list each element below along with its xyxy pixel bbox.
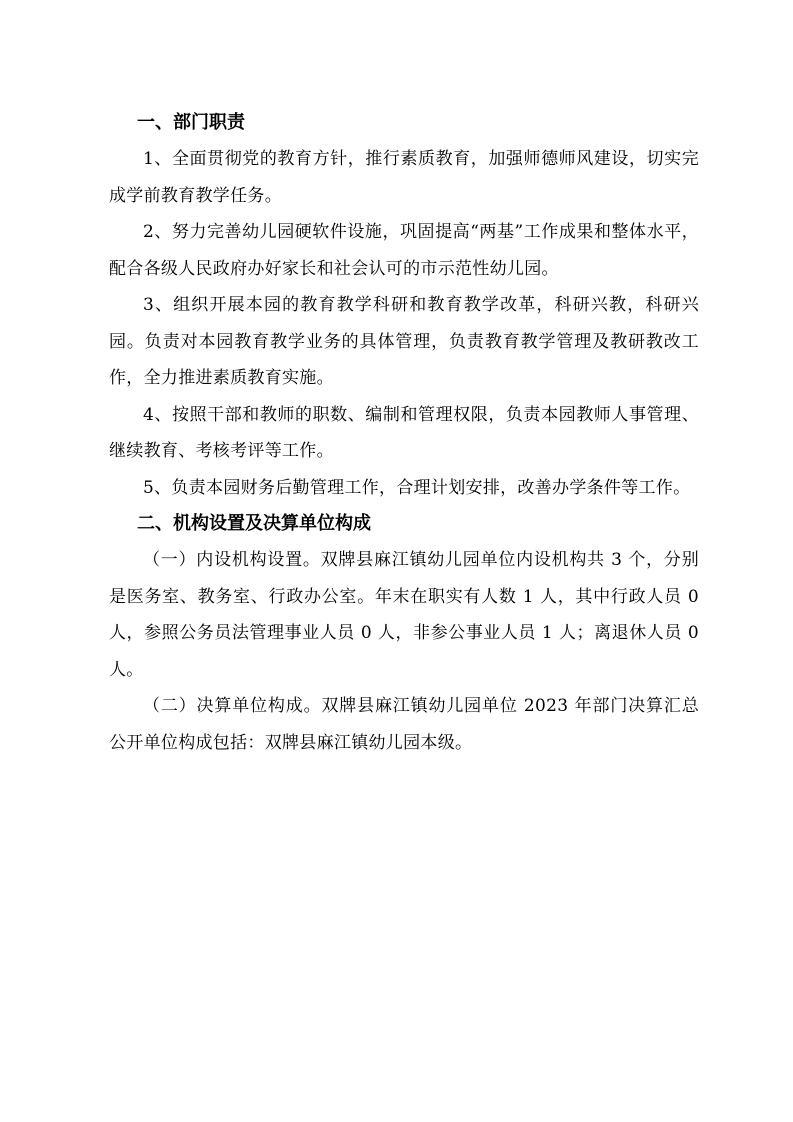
organization-paragraph-2: （二）决算单位构成。双牌县麻江镇幼儿园单位 2023 年部门决算汇总公开单位构成包括：双牌县麻江镇幼儿园本级。 [109, 696, 699, 753]
document-body [109, 105, 699, 761]
section-heading-department-duties: 一、部门职责 [137, 112, 245, 133]
duty-paragraph-3: 3、组织开展本园的教育教学科研和教育教学改革，科研兴教，科研兴园。负责对本园教育教学业务的具体管理，负责教育教学管理及教研教改工作，全力推进素质教育实施。 [109, 295, 699, 388]
section-heading-organization: 二、机构设置及决算单位构成 [137, 513, 371, 534]
organization-paragraph-1: （一）内设机构设置。双牌县麻江镇幼儿园单位内设机构共 3 个，分别是医务室、教务室、行政办公室。年末在职实有人数 1 人，其中行政人员 0 人，参照公务员法管理事业人员 0 人，非参公事业人员 1 人；离退休人员 0 人。 [109, 550, 699, 680]
duty-paragraph-4: 4、按照干部和教师的职数、编制和管理权限，负责本园教师人事管理、继续教育、考核考评等工作。 [109, 404, 699, 461]
duty-paragraph-1: 1、全面贯彻党的教育方针，推行素质教育，加强师德师风建设，切实完成学前教育教学任务。 [109, 149, 699, 206]
duty-paragraph-5: 5、负责本园财务后勤管理工作，合理计划安排，改善办学条件等工作。 [143, 477, 691, 498]
duty-paragraph-2: 2、努力完善幼儿园硬软件设施，巩固提高“两基”工作成果和整体水平，配合各级人民政府办好家长和社会认可的市示范性幼儿园。 [109, 222, 699, 279]
